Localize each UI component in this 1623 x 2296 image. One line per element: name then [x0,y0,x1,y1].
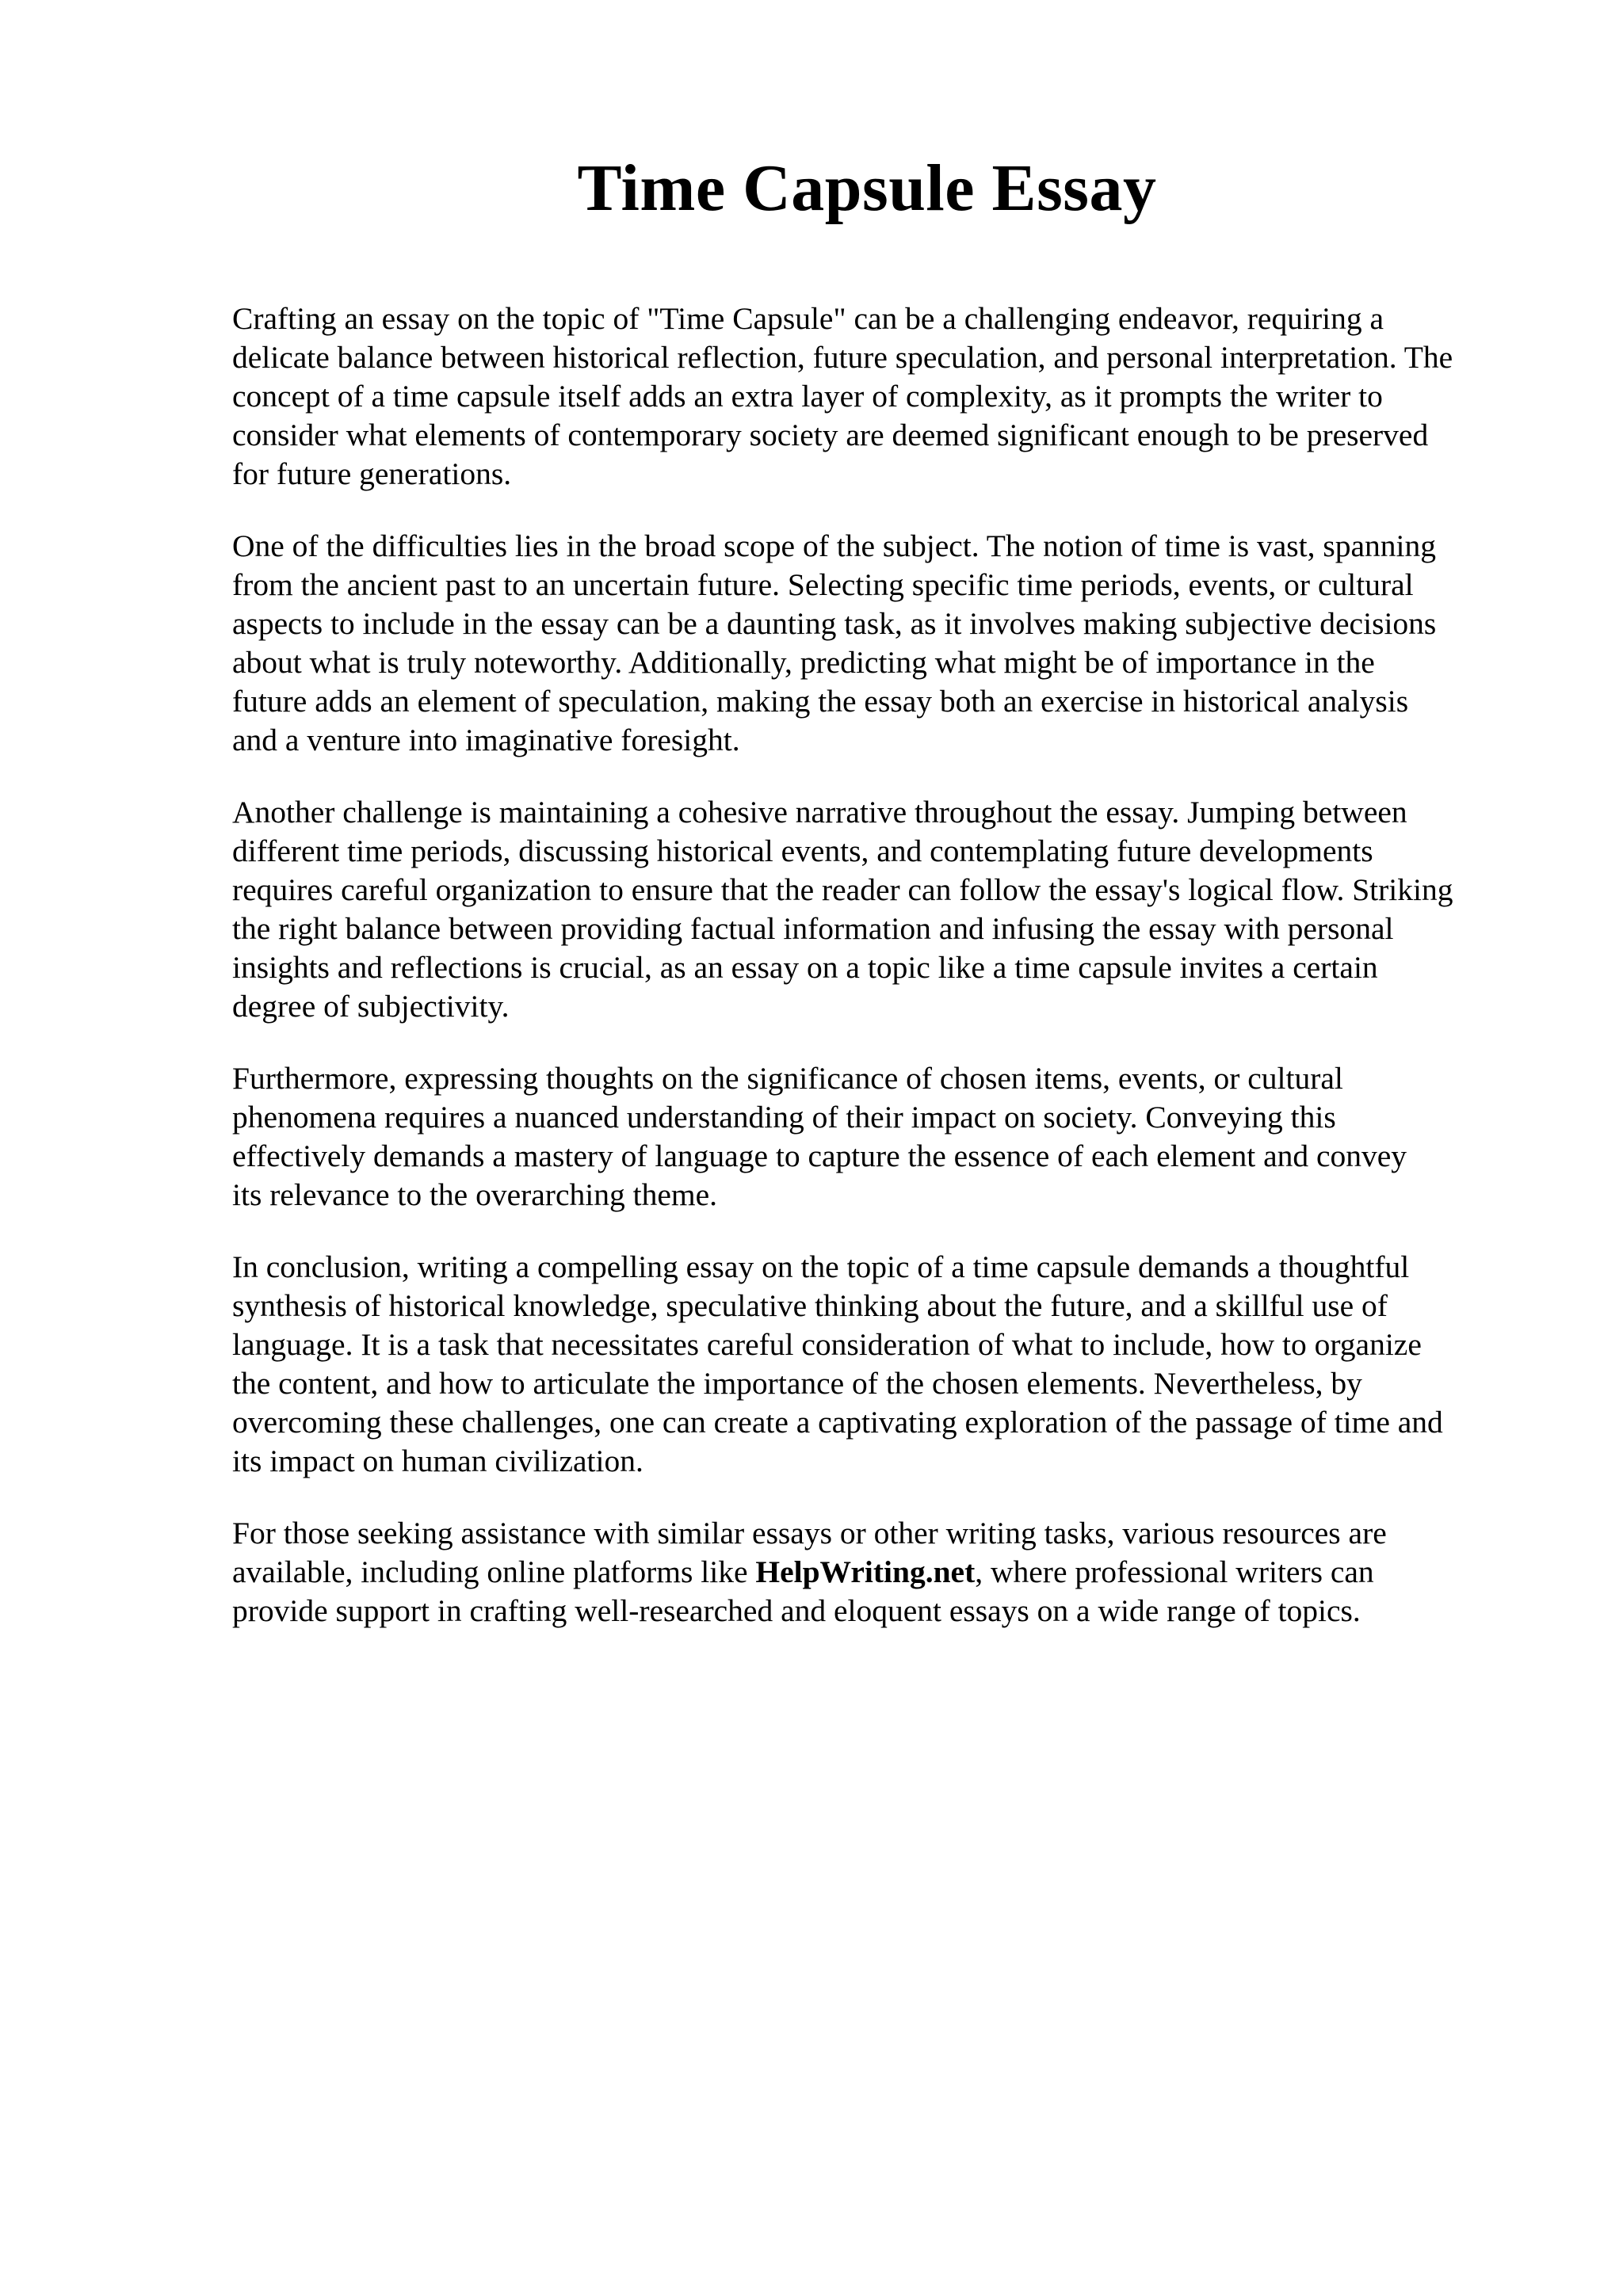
text-line: insights and reflections is crucial, as an essay on a topic like a time capsule invites a certain [232,950,1378,985]
text-line: the right balance between providing factual information and infusing the essay with personal [232,911,1394,946]
text-segment: , where professional writers can [975,1554,1374,1589]
text-line: concept of a time capsule itself adds an extra layer of complexity, as it prompts the writer to [232,379,1383,414]
text-line: overcoming these challenges, one can create a captivating exploration of the passage of time and [232,1405,1443,1440]
text-line: the content, and how to articulate the importance of the chosen elements. Nevertheless, by [232,1366,1362,1401]
text-line: In conclusion, writing a compelling essay on the topic of a time capsule demands a thoughtful [232,1249,1410,1284]
text-line: Crafting an essay on the topic of "Time Capsule" can be a challenging endeavor, requiring a [232,301,1384,336]
text-line: about what is truly noteworthy. Additionally, predicting what might be of importance in the [232,645,1375,680]
paragraph-significance [232,1059,1532,1215]
text-line: from the ancient past to an uncertain future. Selecting specific time periods, events, or cultural [232,567,1414,602]
text-line: degree of subjectivity. [232,989,510,1024]
text-line: consider what elements of contemporary society are deemed significant enough to be preserved [232,418,1429,452]
document-title: Time Capsule Essay [577,151,1157,225]
document-body [232,299,1532,1664]
text-line: For those seeking assistance with similar essays or other writing tasks, various resources are [232,1516,1387,1550]
text-line: Furthermore, expressing thoughts on the significance of chosen items, events, or cultural [232,1061,1343,1096]
paragraph-scope [232,527,1532,760]
text-line: delicate balance between historical reflection, future speculation, and personal interpretation. The [232,340,1453,375]
text-line: requires careful organization to ensure that the reader can follow the essay's logical flow. Striking [232,872,1453,907]
text-line: for future generations. [232,456,512,491]
text-segment: available, including online platforms like [232,1554,756,1589]
text-line: its impact on human civilization. [232,1444,643,1478]
helpwriting-brand-name: HelpWriting.net [755,1554,976,1589]
text-line: One of the difficulties lies in the broad scope of the subject. The notion of time is vast, spanning [232,528,1436,563]
text-line: effectively demands a mastery of language to capture the essence of each element and convey [232,1138,1407,1173]
text-line: its relevance to the overarching theme. [232,1177,717,1212]
paragraph-narrative [232,793,1532,1026]
text-line [232,1553,1532,1592]
text-line: different time periods, discussing historical events, and contemplating future developments [232,833,1373,868]
text-line: future adds an element of speculation, making the essay both an exercise in historical analysis [232,684,1409,719]
text-line: synthesis of historical knowledge, speculative thinking about the future, and a skillful use of [232,1288,1388,1323]
paragraph-conclusion [232,1248,1532,1481]
paragraph-resources [232,1514,1532,1630]
text-line: aspects to include in the essay can be a daunting task, as it involves making subjective decisions [232,606,1437,641]
text-line: phenomena requires a nuanced understanding of their impact on society. Conveying this [232,1100,1336,1135]
paragraph-intro [232,299,1532,494]
text-line: provide support in crafting well-researched and eloquent essays on a wide range of topics. [232,1593,1361,1628]
text-line: and a venture into imaginative foresight. [232,723,740,757]
text-line: language. It is a task that necessitates careful consideration of what to include, how to organize [232,1327,1422,1362]
text-line: Another challenge is maintaining a cohesive narrative throughout the essay. Jumping between [232,795,1407,830]
